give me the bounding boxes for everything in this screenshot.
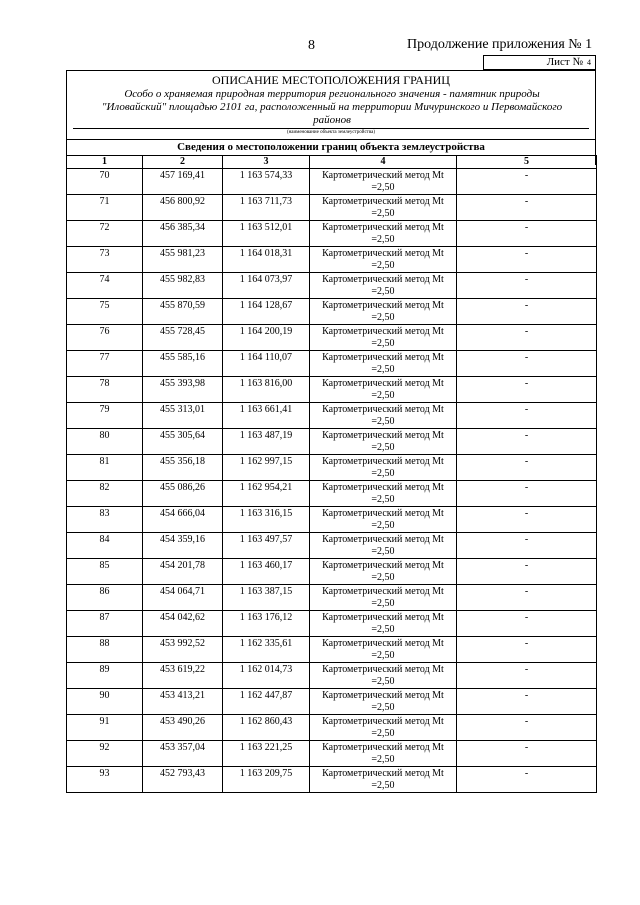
method-cell bbox=[310, 221, 457, 247]
method-cell bbox=[310, 611, 457, 637]
table-row bbox=[67, 715, 597, 741]
column-header: 4 bbox=[310, 156, 457, 169]
y-coordinate-cell: 1 163 512,01 bbox=[223, 221, 310, 247]
column-header: 1 bbox=[67, 156, 143, 169]
method-accuracy: =2,50 bbox=[371, 208, 395, 219]
x-coordinate-cell: 455 393,98 bbox=[143, 377, 223, 403]
y-coordinate-cell: 1 162 860,43 bbox=[223, 715, 310, 741]
note-cell: - bbox=[457, 507, 597, 533]
x-coordinate-cell: 455 086,26 bbox=[143, 481, 223, 507]
x-coordinate-cell: 456 385,34 bbox=[143, 221, 223, 247]
method-line: Картометрический метод Mt bbox=[322, 352, 444, 363]
y-coordinate-cell: 1 163 574,33 bbox=[223, 169, 310, 195]
point-number-cell: 80 bbox=[67, 429, 143, 455]
note-cell: - bbox=[457, 247, 597, 273]
note-cell: - bbox=[457, 403, 597, 429]
y-coordinate-cell: 1 163 711,73 bbox=[223, 195, 310, 221]
point-number-cell: 87 bbox=[67, 611, 143, 637]
method-line: Картометрический метод Mt bbox=[322, 430, 444, 441]
x-coordinate-cell: 453 357,04 bbox=[143, 741, 223, 767]
point-number-cell: 91 bbox=[67, 715, 143, 741]
method-line: Картометрический метод Mt bbox=[322, 612, 444, 623]
method-line: Картометрический метод Mt bbox=[322, 378, 444, 389]
point-number-cell: 92 bbox=[67, 741, 143, 767]
table-row bbox=[67, 689, 597, 715]
method-cell bbox=[310, 429, 457, 455]
note-cell: - bbox=[457, 455, 597, 481]
y-coordinate-cell: 1 163 176,12 bbox=[223, 611, 310, 637]
table-row bbox=[67, 611, 597, 637]
point-number-cell: 83 bbox=[67, 507, 143, 533]
method-cell bbox=[310, 741, 457, 767]
y-coordinate-cell: 1 163 387,15 bbox=[223, 585, 310, 611]
note-cell: - bbox=[457, 689, 597, 715]
method-line: Картометрический метод Mt bbox=[322, 716, 444, 727]
x-coordinate-cell: 455 982,83 bbox=[143, 273, 223, 299]
note-cell: - bbox=[457, 663, 597, 689]
y-coordinate-cell: 1 162 954,21 bbox=[223, 481, 310, 507]
y-coordinate-cell: 1 162 997,15 bbox=[223, 455, 310, 481]
note-cell: - bbox=[457, 273, 597, 299]
point-number-cell: 77 bbox=[67, 351, 143, 377]
x-coordinate-cell: 455 313,01 bbox=[143, 403, 223, 429]
method-line: Картометрический метод Mt bbox=[322, 742, 444, 753]
x-coordinate-cell: 453 992,52 bbox=[143, 637, 223, 663]
table-row bbox=[67, 585, 597, 611]
point-number-cell: 90 bbox=[67, 689, 143, 715]
table-row bbox=[67, 559, 597, 585]
table-row bbox=[67, 247, 597, 273]
object-line: районов bbox=[313, 114, 351, 126]
table-row bbox=[67, 351, 597, 377]
table-row bbox=[67, 507, 597, 533]
y-coordinate-cell: 1 164 128,67 bbox=[223, 299, 310, 325]
method-cell bbox=[310, 637, 457, 663]
y-coordinate-cell: 1 163 316,15 bbox=[223, 507, 310, 533]
method-accuracy: =2,50 bbox=[371, 442, 395, 453]
x-coordinate-cell: 454 666,04 bbox=[143, 507, 223, 533]
point-number-cell: 75 bbox=[67, 299, 143, 325]
y-coordinate-cell: 1 164 110,07 bbox=[223, 351, 310, 377]
x-coordinate-cell: 455 585,16 bbox=[143, 351, 223, 377]
method-cell bbox=[310, 351, 457, 377]
method-cell bbox=[310, 559, 457, 585]
method-cell bbox=[310, 767, 457, 793]
method-accuracy: =2,50 bbox=[371, 338, 395, 349]
method-line: Картометрический метод Mt bbox=[322, 274, 444, 285]
method-cell bbox=[310, 533, 457, 559]
method-line: Картометрический метод Mt bbox=[322, 456, 444, 467]
point-number-cell: 86 bbox=[67, 585, 143, 611]
note-cell: - bbox=[457, 195, 597, 221]
method-cell bbox=[310, 455, 457, 481]
point-number-cell: 78 bbox=[67, 377, 143, 403]
method-accuracy: =2,50 bbox=[371, 754, 395, 765]
note-cell: - bbox=[457, 533, 597, 559]
y-coordinate-cell: 1 163 816,00 bbox=[223, 377, 310, 403]
method-accuracy: =2,50 bbox=[371, 728, 395, 739]
point-number-cell: 79 bbox=[67, 403, 143, 429]
y-coordinate-cell: 1 164 018,31 bbox=[223, 247, 310, 273]
method-cell bbox=[310, 377, 457, 403]
object-underline bbox=[73, 128, 589, 129]
method-line: Картометрический метод Mt bbox=[322, 248, 444, 259]
table-row bbox=[67, 533, 597, 559]
table-row bbox=[67, 169, 597, 195]
method-line: Картометрический метод Mt bbox=[322, 638, 444, 649]
x-coordinate-cell: 455 728,45 bbox=[143, 325, 223, 351]
table-row bbox=[67, 741, 597, 767]
method-cell bbox=[310, 195, 457, 221]
method-accuracy: =2,50 bbox=[371, 390, 395, 401]
table-row bbox=[67, 377, 597, 403]
note-cell: - bbox=[457, 611, 597, 637]
method-accuracy: =2,50 bbox=[371, 598, 395, 609]
table-row bbox=[67, 221, 597, 247]
method-cell bbox=[310, 481, 457, 507]
method-line: Картометрический метод Mt bbox=[322, 664, 444, 675]
method-line: Картометрический метод Mt bbox=[322, 300, 444, 311]
method-line: Картометрический метод Mt bbox=[322, 170, 444, 181]
method-accuracy: =2,50 bbox=[371, 546, 395, 557]
y-coordinate-cell: 1 162 447,87 bbox=[223, 689, 310, 715]
y-coordinate-cell: 1 163 487,19 bbox=[223, 429, 310, 455]
table-body bbox=[67, 169, 597, 793]
method-accuracy: =2,50 bbox=[371, 182, 395, 193]
x-coordinate-cell: 456 800,92 bbox=[143, 195, 223, 221]
method-line: Картометрический метод Mt bbox=[322, 690, 444, 701]
point-number-cell: 93 bbox=[67, 767, 143, 793]
x-coordinate-cell: 453 413,21 bbox=[143, 689, 223, 715]
note-cell: - bbox=[457, 299, 597, 325]
table-row bbox=[67, 273, 597, 299]
table-row bbox=[67, 429, 597, 455]
method-line: Картометрический метод Mt bbox=[322, 534, 444, 545]
point-number-cell: 76 bbox=[67, 325, 143, 351]
x-coordinate-cell: 455 981,23 bbox=[143, 247, 223, 273]
note-cell: - bbox=[457, 169, 597, 195]
point-number-cell: 85 bbox=[67, 559, 143, 585]
method-accuracy: =2,50 bbox=[371, 234, 395, 245]
object-line: "Иловайский" площадью 2101 га, расположенный на территории Мичуринского и Первомайского bbox=[101, 101, 563, 113]
method-line: Картометрический метод Mt bbox=[322, 222, 444, 233]
method-accuracy: =2,50 bbox=[371, 416, 395, 427]
x-coordinate-cell: 454 042,62 bbox=[143, 611, 223, 637]
note-cell: - bbox=[457, 351, 597, 377]
y-coordinate-cell: 1 162 014,73 bbox=[223, 663, 310, 689]
y-coordinate-cell: 1 163 209,75 bbox=[223, 767, 310, 793]
method-accuracy: =2,50 bbox=[371, 624, 395, 635]
method-cell bbox=[310, 169, 457, 195]
point-number-cell: 81 bbox=[67, 455, 143, 481]
method-accuracy: =2,50 bbox=[371, 520, 395, 531]
method-line: Картометрический метод Mt bbox=[322, 560, 444, 571]
note-cell: - bbox=[457, 559, 597, 585]
table-row bbox=[67, 481, 597, 507]
y-coordinate-cell: 1 164 200,19 bbox=[223, 325, 310, 351]
method-cell bbox=[310, 403, 457, 429]
x-coordinate-cell: 455 305,64 bbox=[143, 429, 223, 455]
table-row bbox=[67, 663, 597, 689]
point-number-cell: 89 bbox=[67, 663, 143, 689]
point-number-cell: 88 bbox=[67, 637, 143, 663]
sheet-number: 4 bbox=[587, 58, 591, 67]
column-header: 2 bbox=[143, 156, 223, 169]
x-coordinate-cell: 457 169,41 bbox=[143, 169, 223, 195]
x-coordinate-cell: 453 490,26 bbox=[143, 715, 223, 741]
x-coordinate-cell: 454 064,71 bbox=[143, 585, 223, 611]
method-accuracy: =2,50 bbox=[371, 572, 395, 583]
method-line: Картометрический метод Mt bbox=[322, 586, 444, 597]
point-number-cell: 72 bbox=[67, 221, 143, 247]
method-accuracy: =2,50 bbox=[371, 780, 395, 791]
note-cell: - bbox=[457, 377, 597, 403]
method-cell bbox=[310, 325, 457, 351]
note-cell: - bbox=[457, 221, 597, 247]
document-title: ОПИСАНИЕ МЕСТОПОЛОЖЕНИЯ ГРАНИЦ bbox=[212, 73, 450, 87]
y-coordinate-cell: 1 163 497,57 bbox=[223, 533, 310, 559]
point-number-cell: 84 bbox=[67, 533, 143, 559]
page-number: 8 bbox=[308, 38, 315, 53]
note-cell: - bbox=[457, 741, 597, 767]
note-cell: - bbox=[457, 325, 597, 351]
document-header-frame bbox=[66, 70, 596, 165]
y-coordinate-cell: 1 163 460,17 bbox=[223, 559, 310, 585]
table-row bbox=[67, 325, 597, 351]
y-coordinate-cell: 1 162 335,61 bbox=[223, 637, 310, 663]
y-coordinate-cell: 1 164 073,97 bbox=[223, 273, 310, 299]
method-accuracy: =2,50 bbox=[371, 286, 395, 297]
table-row bbox=[67, 403, 597, 429]
table-header-row bbox=[67, 156, 597, 169]
y-coordinate-cell: 1 163 221,25 bbox=[223, 741, 310, 767]
method-cell bbox=[310, 689, 457, 715]
sheet-label: Лист № bbox=[546, 56, 583, 68]
method-cell bbox=[310, 715, 457, 741]
method-accuracy: =2,50 bbox=[371, 364, 395, 375]
note-cell: - bbox=[457, 767, 597, 793]
method-line: Картометрический метод Mt bbox=[322, 404, 444, 415]
object-description bbox=[75, 88, 589, 127]
method-accuracy: =2,50 bbox=[371, 468, 395, 479]
method-accuracy: =2,50 bbox=[371, 494, 395, 505]
table-row bbox=[67, 455, 597, 481]
method-line: Картометрический метод Mt bbox=[322, 196, 444, 207]
method-cell bbox=[310, 507, 457, 533]
method-cell bbox=[310, 585, 457, 611]
point-number-cell: 70 bbox=[67, 169, 143, 195]
note-cell: - bbox=[457, 481, 597, 507]
note-cell: - bbox=[457, 585, 597, 611]
method-line: Картометрический метод Mt bbox=[322, 482, 444, 493]
point-number-cell: 74 bbox=[67, 273, 143, 299]
sheet-number-box bbox=[483, 55, 596, 70]
method-line: Картометрический метод Mt bbox=[322, 326, 444, 337]
object-line: Особо о храняемая природная территория регионального значения - памятник природы bbox=[124, 88, 540, 100]
point-number-cell: 71 bbox=[67, 195, 143, 221]
table-row bbox=[67, 299, 597, 325]
object-caption: (наименование объекта землеустройства) bbox=[286, 130, 376, 135]
method-cell bbox=[310, 299, 457, 325]
column-header: 3 bbox=[223, 156, 310, 169]
table-row bbox=[67, 637, 597, 663]
point-number-cell: 73 bbox=[67, 247, 143, 273]
method-accuracy: =2,50 bbox=[371, 702, 395, 713]
x-coordinate-cell: 454 359,16 bbox=[143, 533, 223, 559]
method-cell bbox=[310, 247, 457, 273]
note-cell: - bbox=[457, 429, 597, 455]
method-accuracy: =2,50 bbox=[371, 650, 395, 661]
y-coordinate-cell: 1 163 661,41 bbox=[223, 403, 310, 429]
point-number-cell: 82 bbox=[67, 481, 143, 507]
table-row bbox=[67, 195, 597, 221]
x-coordinate-cell: 452 793,43 bbox=[143, 767, 223, 793]
note-cell: - bbox=[457, 637, 597, 663]
method-accuracy: =2,50 bbox=[371, 260, 395, 271]
method-cell bbox=[310, 663, 457, 689]
x-coordinate-cell: 455 870,59 bbox=[143, 299, 223, 325]
x-coordinate-cell: 453 619,22 bbox=[143, 663, 223, 689]
table-row bbox=[67, 767, 597, 793]
column-header: 5 bbox=[457, 156, 597, 169]
x-coordinate-cell: 454 201,78 bbox=[143, 559, 223, 585]
method-accuracy: =2,50 bbox=[371, 676, 395, 687]
method-line: Картометрический метод Mt bbox=[322, 508, 444, 519]
note-cell: - bbox=[457, 715, 597, 741]
section-title: Сведения о местоположении границ объекта землеустройства bbox=[67, 139, 595, 154]
method-line: Картометрический метод Mt bbox=[322, 768, 444, 779]
continuation-label: Продолжение приложения № 1 bbox=[407, 37, 593, 52]
method-cell bbox=[310, 273, 457, 299]
method-accuracy: =2,50 bbox=[371, 312, 395, 323]
coordinates-table bbox=[66, 155, 597, 793]
x-coordinate-cell: 455 356,18 bbox=[143, 455, 223, 481]
